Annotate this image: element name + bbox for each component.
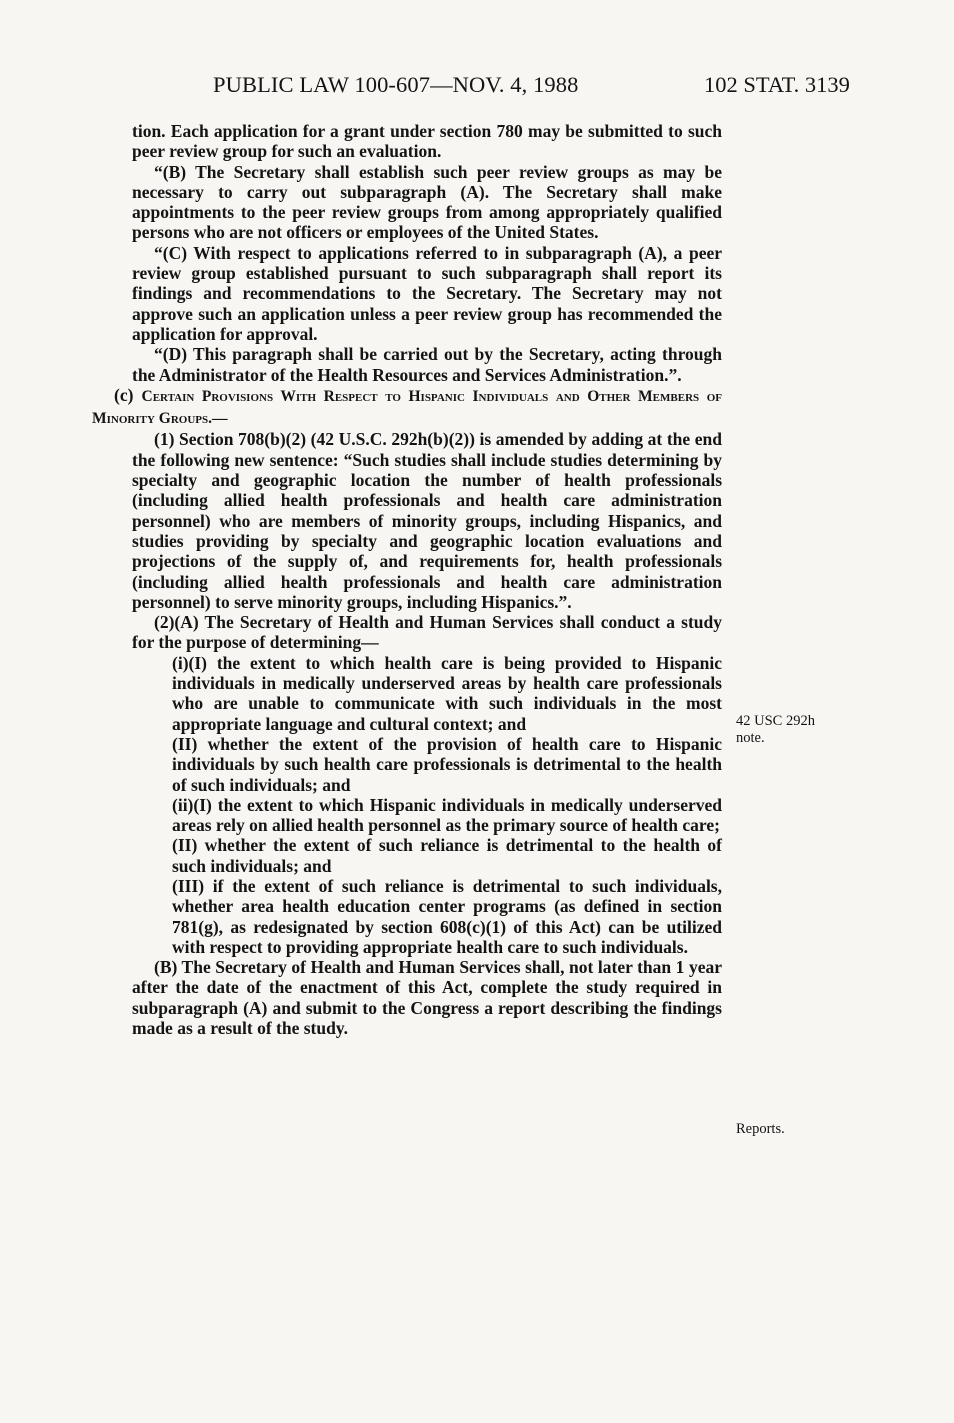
paragraph-c-applications: “(C) With respect to applications referred to in subparagraph (A), a peer review group established pursuant to such subparagraph shall report its findings and recommendations to the Secretary. The Secretary may not approve such an application unless a peer review group has recommended the application for approval. <box>132 242 722 344</box>
clause-ii-i: (ii)(I) the extent to which Hispanic individuals in medically underserved areas rely on allied health personnel as the primary source of health care; <box>172 794 722 836</box>
clause-i-i: (i)(I) the extent to which health care is being provided to Hispanic individuals in medically underserved areas by health care professionals who are unable to communicate with such individuals in the most appropriate language and cultural context; and <box>172 652 722 734</box>
statute-body <box>92 121 722 1038</box>
clause-ii-iii: (III) if the extent of such reliance is detrimental to such individuals, whether area health education center programs (as defined in section 781(g), as redesignated by section 608(c)(1) of this Act) can be utilized with respect to providing appropriate health care to such individuals. <box>172 875 722 957</box>
section-c-title: Certain Provisions With Respect to Hispanic Individuals and Other Members of Minority Groups.— <box>92 387 722 428</box>
section-c-label: (c) <box>114 384 142 405</box>
paragraph-2a-study: (2)(A) The Secretary of Health and Human Services shall conduct a study for the purpose of determining— <box>132 612 722 653</box>
margin-note-usc-line2: note. <box>736 730 765 746</box>
margin-note-usc-line1: 42 USC 292h <box>736 713 815 729</box>
clause-ii-ii: (II) whether the extent of such reliance is detrimental to the health of such individuals; and <box>172 835 722 876</box>
paragraph-b-peer-review: “(B) The Secretary shall establish such peer review groups as may be necessary to carry out subparagraph (A). The Secretary shall make appointments to the peer review groups from among appropriately qualified persons who are not officers or employees of the United States. <box>132 161 722 243</box>
margin-note-reports: Reports. <box>736 1121 785 1137</box>
clause-i-ii: (II) whether the extent of the provision of health care to Hispanic individuals by such health care professionals is detrimental to the health of such individuals; and <box>172 733 722 795</box>
paragraph-continuation: tion. Each application for a grant under section 780 may be submitted to such peer review group for such an evaluation. <box>132 121 722 162</box>
section-c-heading <box>92 385 722 430</box>
paragraph-d-administrator: “(D) This paragraph shall be carried out by the Secretary, acting through the Administrator of the Health Resources and Services Administration.”. <box>132 344 722 385</box>
margin-note-usc <box>736 713 815 747</box>
running-header-title: PUBLIC LAW 100-607—NOV. 4, 1988 <box>213 72 579 97</box>
paragraph-2b-report: (B) The Secretary of Health and Human Services shall, not later than 1 year after the date of the enactment of this Act, complete the study required in subparagraph (A) and submit to the Congress a report describing the findings made as a result of the study. <box>132 957 722 1039</box>
running-header-stat-page: 102 STAT. 3139 <box>704 72 850 97</box>
paragraph-1-section-708: (1) Section 708(b)(2) (42 U.S.C. 292h(b)(2)) is amended by adding at the end the following new sentence: “Such studies shall include studies determining by specialty and geographic location the number of health professionals (including allied health professionals and health care administration personnel) who are members of minority groups, including Hispanics, and studies providing by specialty and geographic location evaluations and projections of the supply of, and requirements for, health professionals (including allied health professionals and health care administration personnel) to serve minority groups, including Hispanics.”. <box>132 429 722 612</box>
